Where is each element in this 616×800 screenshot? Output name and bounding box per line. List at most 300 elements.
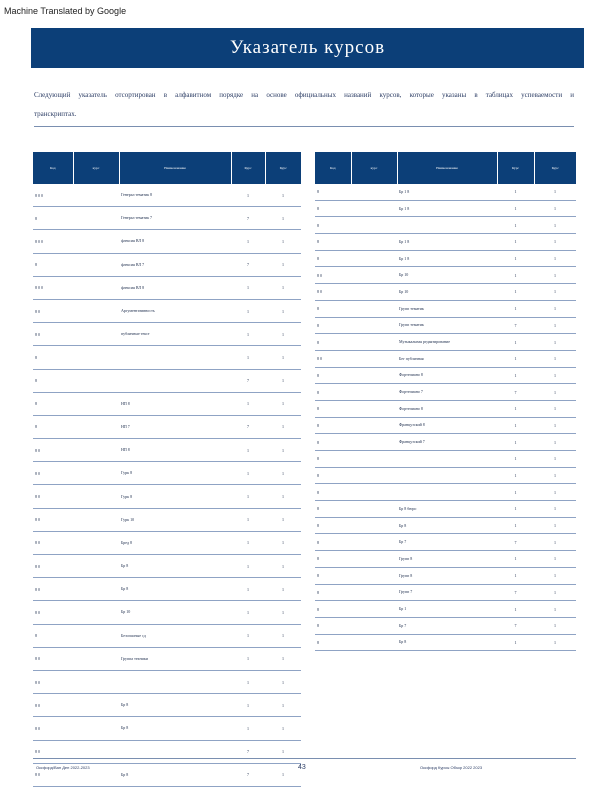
header-level: Курс [497, 152, 534, 184]
cell-credits: 1 [534, 284, 576, 301]
cell-code: 8 0 0 [33, 184, 73, 207]
table-row [315, 300, 576, 317]
cell-title: Бр 8 [397, 517, 497, 534]
cell-course [351, 300, 397, 317]
table-row [315, 467, 576, 484]
cell-title: Бр 10 [397, 267, 497, 284]
cell-level: 1 [497, 184, 534, 200]
cell-level: 7 [497, 317, 534, 334]
cell-credits: 1 [265, 230, 301, 253]
cell-code: 8 0 [33, 763, 73, 786]
table-row [33, 230, 301, 253]
cell-credits: 1 [265, 740, 301, 763]
cell-credits: 1 [265, 462, 301, 485]
cell-level: 1 [231, 694, 265, 717]
cell-title: Бр 10 [397, 284, 497, 301]
cell-credits: 1 [534, 434, 576, 451]
machine-translation-note: Machine Translated by Google [4, 6, 127, 16]
cell-course [351, 484, 397, 501]
cell-credits: 1 [265, 717, 301, 740]
cell-level: 7 [231, 740, 265, 763]
cell-course [351, 367, 397, 384]
cell-credits: 1 [534, 417, 576, 434]
table-row [33, 369, 301, 392]
cell-code: 8 [315, 367, 351, 384]
cell-code: 8 0 [33, 601, 73, 624]
cell-code: 8 0 [33, 717, 73, 740]
cell-credits: 1 [265, 184, 301, 207]
page-number: 43 [298, 764, 306, 771]
cell-credits: 1 [265, 601, 301, 624]
cell-title: публичные текст [119, 323, 231, 346]
cell-level: 7 [497, 534, 534, 551]
cell-code: 8 [315, 317, 351, 334]
cell-code: 8 [315, 200, 351, 217]
cell-code: 8 0 0 [33, 230, 73, 253]
cell-code: 8 0 [315, 267, 351, 284]
cell-level: 1 [231, 392, 265, 415]
cell-level: 1 [497, 300, 534, 317]
cell-credits: 1 [265, 276, 301, 299]
cell-code: 8 [315, 250, 351, 267]
cell-title: Бр 8 [119, 694, 231, 717]
cell-credits: 1 [534, 517, 576, 534]
table-row [33, 276, 301, 299]
cell-course [73, 439, 119, 462]
cell-title: Бред 8 [119, 531, 231, 554]
cell-course [73, 276, 119, 299]
cell-level: 1 [497, 200, 534, 217]
cell-title: Бр 8 [119, 555, 231, 578]
cell-title: Бр 1 [397, 601, 497, 618]
cell-code: 8 [315, 417, 351, 434]
cell-credits: 1 [265, 531, 301, 554]
cell-credits: 1 [265, 624, 301, 647]
cell-code: 8 [33, 624, 73, 647]
cell-credits: 1 [534, 567, 576, 584]
table-row [315, 217, 576, 234]
table-row [33, 694, 301, 717]
cell-course [351, 634, 397, 651]
cell-title [397, 451, 497, 468]
table-row [33, 346, 301, 369]
cell-title: Групп тематик [397, 317, 497, 334]
table-row [315, 551, 576, 568]
cell-course [73, 253, 119, 276]
cell-credits: 1 [534, 467, 576, 484]
footer-right-text: Оксфорд Курсы Обзор 2022 2023 [420, 765, 483, 770]
table-row [33, 555, 301, 578]
cell-code: 8 0 [33, 299, 73, 322]
cell-code: 8 [315, 234, 351, 251]
table-row [315, 234, 576, 251]
page-title: Указатель курсов [229, 37, 386, 58]
cell-code: 8 [315, 451, 351, 468]
cell-level: 7 [231, 415, 265, 438]
cell-title: Бр 1 8 [397, 200, 497, 217]
cell-course [73, 323, 119, 346]
cell-credits: 1 [265, 299, 301, 322]
cell-title: Фортепиано 8 [397, 367, 497, 384]
cell-level: 7 [231, 763, 265, 786]
cell-title [119, 670, 231, 693]
cell-credits: 1 [265, 647, 301, 670]
table-row [33, 624, 301, 647]
cell-course [73, 601, 119, 624]
cell-level: 1 [231, 276, 265, 299]
cell-code: 8 [315, 601, 351, 618]
cell-credits: 1 [265, 508, 301, 531]
cell-course [73, 462, 119, 485]
table-row [33, 670, 301, 693]
cell-credits: 1 [265, 323, 301, 346]
cell-course [351, 184, 397, 200]
cell-level: 7 [497, 617, 534, 634]
cell-credits: 1 [265, 578, 301, 601]
cell-course [351, 217, 397, 234]
cell-credits: 1 [534, 367, 576, 384]
cell-code: 8 0 [33, 439, 73, 462]
cell-level: 1 [497, 484, 534, 501]
cell-credits: 1 [534, 601, 576, 618]
cell-credits: 1 [534, 334, 576, 351]
cell-credits: 1 [534, 217, 576, 234]
cell-code: 8 [315, 501, 351, 518]
cell-course [351, 467, 397, 484]
intro-divider [34, 126, 574, 127]
cell-course [351, 234, 397, 251]
course-index-table-left [33, 152, 301, 787]
cell-credits: 1 [534, 634, 576, 651]
cell-title: флексия ВЛ 7 [119, 253, 231, 276]
cell-course [73, 578, 119, 601]
cell-level: 1 [231, 439, 265, 462]
table-row [315, 634, 576, 651]
cell-title: Бр 8 [119, 763, 231, 786]
cell-course [351, 551, 397, 568]
table-row [315, 367, 576, 384]
table-row [315, 451, 576, 468]
header-credits: Курс [265, 152, 301, 184]
cell-level: 1 [231, 299, 265, 322]
cell-code: 8 0 0 [33, 276, 73, 299]
cell-credits: 1 [265, 253, 301, 276]
cell-code: 8 0 [315, 284, 351, 301]
cell-level: 1 [231, 624, 265, 647]
cell-code: 8 [315, 567, 351, 584]
cell-credits: 1 [265, 207, 301, 230]
cell-credits: 1 [534, 200, 576, 217]
cell-course [73, 717, 119, 740]
cell-level: 1 [231, 184, 265, 207]
cell-course [351, 400, 397, 417]
header-course: курс [351, 152, 397, 184]
table-row [33, 601, 301, 624]
cell-level: 1 [231, 578, 265, 601]
cell-code: 8 0 [33, 555, 73, 578]
cell-course [351, 200, 397, 217]
table-row [315, 434, 576, 451]
table-row [315, 200, 576, 217]
cell-code: 8 [315, 517, 351, 534]
cell-level: 1 [231, 601, 265, 624]
cell-course [351, 617, 397, 634]
cell-level: 1 [497, 284, 534, 301]
cell-code: 8 [315, 617, 351, 634]
cell-course [73, 207, 119, 230]
cell-title: Групп 8 [397, 551, 497, 568]
cell-level: 1 [231, 717, 265, 740]
cell-course [351, 501, 397, 518]
table-row [315, 350, 576, 367]
table-row [315, 534, 576, 551]
cell-credits: 1 [534, 267, 576, 284]
cell-code: 8 0 [33, 578, 73, 601]
cell-title: Генерал тематик 7 [119, 207, 231, 230]
cell-code: 8 [33, 415, 73, 438]
cell-title: Фортепиано 8 [397, 400, 497, 417]
cell-code: 8 [315, 551, 351, 568]
cell-course [351, 350, 397, 367]
cell-code: 8 0 [33, 531, 73, 554]
cell-title: Французский 8 [397, 417, 497, 434]
table-row [33, 578, 301, 601]
cell-credits: 1 [265, 415, 301, 438]
cell-credits: 1 [534, 250, 576, 267]
table-row [315, 400, 576, 417]
intro-paragraph: Следующий указатель отсортирован в алфавитном порядке на основе официальных названий курсов, которые указаны в таблицах успеваемости и транскриптах. [34, 91, 574, 118]
cell-title: Аргументативность [119, 299, 231, 322]
cell-course [351, 601, 397, 618]
cell-level: 7 [497, 384, 534, 401]
cell-course [351, 451, 397, 468]
cell-code: 8 [315, 467, 351, 484]
cell-credits: 1 [534, 551, 576, 568]
cell-code: 8 [33, 346, 73, 369]
cell-credits: 1 [265, 369, 301, 392]
cell-title: Бр 1 8 [397, 234, 497, 251]
cell-level: 1 [231, 647, 265, 670]
cell-title: Фортепиано 7 [397, 384, 497, 401]
table-row [33, 439, 301, 462]
cell-title: НП 8 [119, 392, 231, 415]
cell-course [73, 369, 119, 392]
cell-level: 1 [231, 670, 265, 693]
table-row [33, 415, 301, 438]
cell-title: НП 7 [119, 415, 231, 438]
cell-title: Гурк 10 [119, 508, 231, 531]
table-row [33, 717, 301, 740]
cell-course [351, 334, 397, 351]
cell-credits: 1 [534, 317, 576, 334]
footer-left-text: Оксфорд/Ван Ден 2022-2023 [36, 765, 90, 770]
cell-title: Генерал тематик 8 [119, 184, 231, 207]
cell-code: 8 [33, 253, 73, 276]
cell-course [351, 417, 397, 434]
cell-course [73, 485, 119, 508]
cell-level: 1 [231, 555, 265, 578]
cell-title: Бр 1 8 [397, 184, 497, 200]
header-course: курс [73, 152, 119, 184]
cell-credits: 1 [534, 584, 576, 601]
cell-title: Бр 7 [397, 534, 497, 551]
table-row [33, 531, 301, 554]
cell-course [73, 184, 119, 207]
cell-level: 1 [497, 350, 534, 367]
cell-level: 1 [497, 601, 534, 618]
cell-code: 8 0 [33, 323, 73, 346]
cell-title: Групп 8 [397, 567, 497, 584]
cell-title: Безопасные сд [119, 624, 231, 647]
cell-credits: 1 [265, 694, 301, 717]
header-level: Курс [231, 152, 265, 184]
cell-course [351, 284, 397, 301]
cell-level: 7 [497, 584, 534, 601]
cell-title: флексия ВЛ 8 [119, 230, 231, 253]
cell-level: 1 [497, 551, 534, 568]
cell-course [73, 531, 119, 554]
cell-level: 1 [497, 250, 534, 267]
table-row [33, 392, 301, 415]
cell-code: 8 0 [33, 694, 73, 717]
cell-level: 1 [497, 501, 534, 518]
cell-code: 8 [315, 534, 351, 551]
cell-title [119, 369, 231, 392]
cell-title: флексия ВЛ 8 [119, 276, 231, 299]
cell-course [351, 317, 397, 334]
cell-course [73, 346, 119, 369]
table-row [33, 299, 301, 322]
cell-level: 1 [497, 467, 534, 484]
cell-level: 1 [497, 451, 534, 468]
cell-code: 8 [315, 434, 351, 451]
cell-title [397, 217, 497, 234]
cell-course [351, 534, 397, 551]
cell-title: Бр 8 [397, 634, 497, 651]
cell-credits: 1 [534, 534, 576, 551]
cell-title: Бр 8 [119, 717, 231, 740]
cell-credits: 1 [534, 384, 576, 401]
cell-course [73, 740, 119, 763]
cell-course [73, 624, 119, 647]
cell-credits: 1 [534, 300, 576, 317]
cell-course [73, 694, 119, 717]
cell-code: 8 [315, 217, 351, 234]
table-row [33, 462, 301, 485]
cell-level: 1 [497, 517, 534, 534]
table-row [33, 184, 301, 207]
cell-course [73, 508, 119, 531]
cell-code: 8 [315, 300, 351, 317]
table-row [33, 508, 301, 531]
cell-course [351, 250, 397, 267]
cell-title [119, 346, 231, 369]
cell-course [73, 647, 119, 670]
table-row [315, 250, 576, 267]
cell-title [119, 740, 231, 763]
table-row [33, 253, 301, 276]
cell-course [351, 567, 397, 584]
cell-title: Бр 8 [119, 578, 231, 601]
cell-title [397, 467, 497, 484]
cell-credits: 1 [534, 350, 576, 367]
cell-level: 1 [497, 634, 534, 651]
cell-code: 8 0 [33, 462, 73, 485]
cell-code: 8 [315, 400, 351, 417]
table-row [315, 617, 576, 634]
table-row [315, 601, 576, 618]
cell-title: Бр 10 [119, 601, 231, 624]
cell-code: 8 [33, 392, 73, 415]
cell-code: 8 [315, 484, 351, 501]
cell-title: Бег публичная [397, 350, 497, 367]
table-row [315, 501, 576, 518]
cell-title: Групп 7 [397, 584, 497, 601]
cell-level: 7 [231, 253, 265, 276]
cell-level: 1 [231, 508, 265, 531]
cell-credits: 1 [534, 484, 576, 501]
cell-level: 1 [231, 346, 265, 369]
cell-credits: 1 [534, 234, 576, 251]
cell-code: 8 0 [33, 670, 73, 693]
cell-course [73, 392, 119, 415]
cell-credits: 1 [265, 346, 301, 369]
cell-level: 1 [231, 531, 265, 554]
title-banner [31, 28, 584, 68]
cell-title: Французский 7 [397, 434, 497, 451]
cell-credits: 1 [534, 451, 576, 468]
cell-title: Бр 8 бюро [397, 501, 497, 518]
cell-level: 7 [231, 207, 265, 230]
cell-credits: 1 [265, 439, 301, 462]
cell-code: 8 0 [315, 350, 351, 367]
cell-course [73, 555, 119, 578]
table-row [315, 317, 576, 334]
footer-divider [33, 758, 576, 759]
table-row [33, 647, 301, 670]
cell-level: 1 [231, 230, 265, 253]
cell-course [73, 415, 119, 438]
table-row [315, 567, 576, 584]
table-row [315, 284, 576, 301]
cell-level: 1 [497, 267, 534, 284]
cell-title: Музыкальная редактирование [397, 334, 497, 351]
cell-title: Гурк 8 [119, 485, 231, 508]
cell-title: Бр 1 8 [397, 250, 497, 267]
cell-code: 8 0 [33, 740, 73, 763]
table-row [33, 485, 301, 508]
header-credits: Курс [534, 152, 576, 184]
cell-credits: 1 [534, 501, 576, 518]
cell-credits: 1 [265, 763, 301, 786]
cell-credits: 1 [265, 485, 301, 508]
table-row [33, 740, 301, 763]
cell-level: 7 [231, 369, 265, 392]
header-name: Наименование [119, 152, 231, 184]
cell-code: 8 [33, 369, 73, 392]
cell-course [351, 434, 397, 451]
cell-level: 1 [497, 367, 534, 384]
header-code: Код [33, 152, 73, 184]
cell-level: 1 [497, 217, 534, 234]
cell-credits: 1 [534, 184, 576, 200]
cell-code: 8 [315, 384, 351, 401]
table-row [315, 584, 576, 601]
table-row [315, 517, 576, 534]
cell-title: Бр 7 [397, 617, 497, 634]
table-row [33, 323, 301, 346]
cell-code: 8 [315, 334, 351, 351]
